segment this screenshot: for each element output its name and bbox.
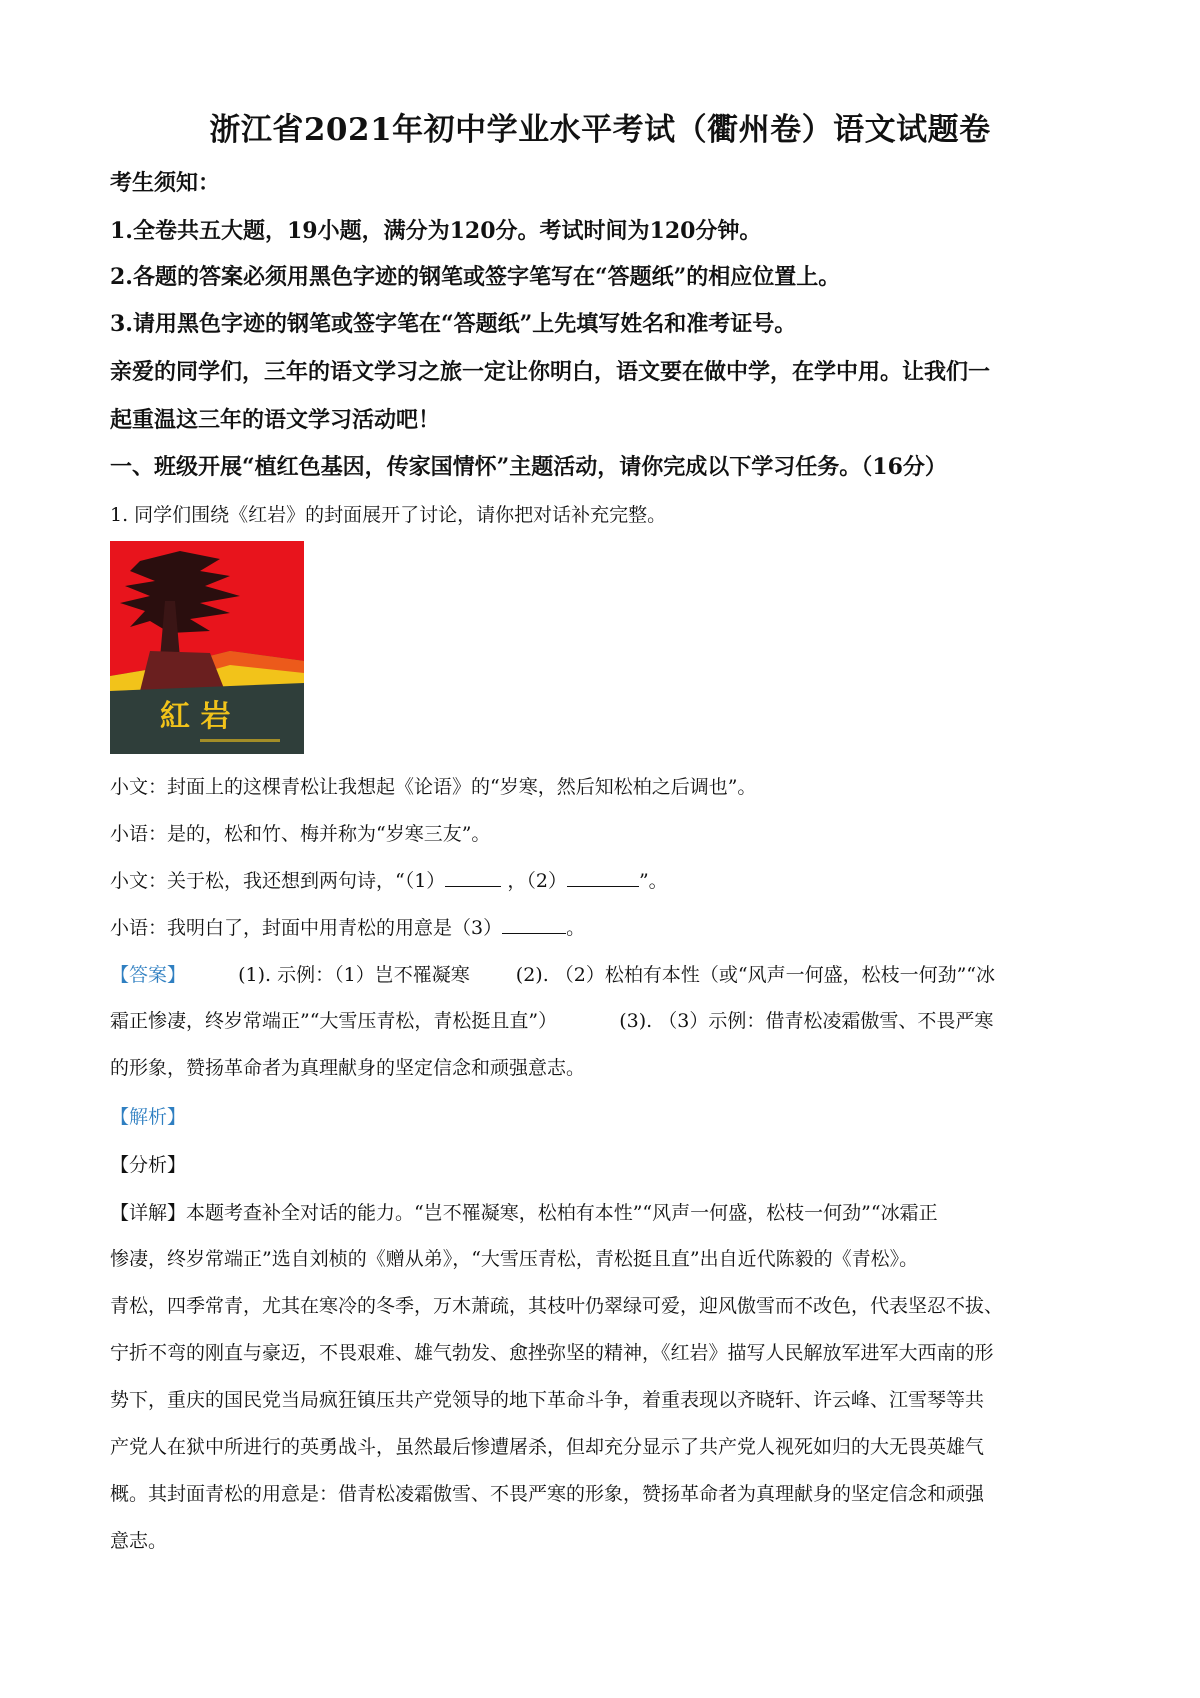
detail-line-2: 惨凄，终岁常端正”选自刘桢的《赠从弟》，“大雪压青松，青松挺且直”出自近代陈毅的《青松》。 bbox=[110, 1248, 919, 1270]
detail-line-7: 概。其封面青松的用意是：借青松凌霜傲雪、不畏严寒的形象，赞扬革命者为真理献身的坚定信念和顽强 bbox=[110, 1483, 985, 1505]
detail-line-1: 【详解】本题考查补全对话的能力。“岂不罹凝寒，松柏有本性”“风声一何盛，松枝一何劲”“冰霜正 bbox=[110, 1202, 938, 1224]
hongyan-cover-image bbox=[110, 541, 304, 754]
detail-line-4: 宁折不弯的刚直与豪迈，不畏艰难、雄气勃发、愈挫弥坚的精神，《红岩》描写人民解放军进军大西南的形 bbox=[110, 1342, 994, 1364]
answer-part-2: (2). （2）松柏有本性（或“风声一何盛，松枝一何劲”“冰 bbox=[515, 964, 996, 986]
answer-tag: 【答案】 bbox=[110, 964, 187, 986]
page-title: 浙江省2021年初中学业水平考试（衢州卷）语文试题卷 bbox=[209, 112, 991, 148]
analysis-tag: 【解析】 bbox=[110, 1106, 187, 1128]
detail-line-3: 青松，四季常青，尤其在寒冷的冬季，万木萧疏，其枝叶仍翠绿可爱，迎风傲雪而不改色，代表坚忍不拔、 bbox=[110, 1295, 1004, 1317]
answer-part-1: (1). 示例：（1）岂不罹凝寒 bbox=[238, 964, 470, 986]
answer-continuation-1: 霜正惨凄，终岁常端正”“大雪压青松，青松挺且直”） bbox=[110, 1010, 558, 1032]
dialogue-line-4 bbox=[110, 913, 1100, 940]
dialogue-line-3-part-c: ”。 bbox=[638, 870, 668, 892]
notice-heading: 考生须知： bbox=[110, 170, 221, 196]
fenxi-tag: 【分析】 bbox=[110, 1154, 187, 1176]
dialogue-line-4-part-b: 。 bbox=[566, 917, 586, 939]
answer-blank-1[interactable] bbox=[445, 868, 501, 887]
answer-line-1 bbox=[110, 960, 1100, 987]
dialogue-line-3-part-b: ，（2） bbox=[507, 870, 567, 892]
detail-line-8: 意志。 bbox=[110, 1530, 168, 1552]
dialogue-line-3-part-a: 小文：关于松，我还想到两句诗，“（1） bbox=[110, 870, 446, 892]
detail-line-5: 势下，重庆的国民党当局疯狂镇压共产党领导的地下革命斗争，着重表现以齐晓轩、许云峰、江雪琴等共 bbox=[110, 1389, 985, 1411]
cover-title-text: 紅 岩 bbox=[160, 699, 231, 734]
question-1-prompt: 1. 同学们围绕《红岩》的封面展开了讨论，请你把对话补充完整。 bbox=[110, 504, 667, 526]
notice-item-3: 3.请用黑色字迹的钢笔或签字笔在“答题纸”上先填写姓名和准考证号。 bbox=[110, 311, 797, 337]
dialogue-line-1: 小文：封面上的这棵青松让我想起《论语》的“岁寒，然后知松柏之后调也”。 bbox=[110, 776, 757, 798]
answer-blank-2[interactable] bbox=[567, 868, 639, 887]
answer-part-3: (3). （3）示例：借青松凌霜傲雪、不畏严寒 bbox=[619, 1010, 994, 1032]
answer-line-3: 的形象，赞扬革命者为真理献身的坚定信念和顽强意志。 bbox=[110, 1057, 586, 1079]
notice-item-1: 1.全卷共五大题，19小题，满分为120分。考试时间为120分钟。 bbox=[110, 218, 762, 244]
intro-line-2: 起重温这三年的语文学习活动吧！ bbox=[110, 407, 441, 433]
dialogue-line-2: 小语：是的，松和竹、梅并称为“岁寒三友”。 bbox=[110, 823, 491, 845]
dialogue-line-3 bbox=[110, 866, 1100, 893]
dialogue-line-4-part-a: 小语：我明白了，封面中用青松的用意是（3） bbox=[110, 917, 503, 939]
answer-line-2 bbox=[110, 1006, 1100, 1033]
section-heading: 一、班级开展“植红色基因，传家国情怀”主题活动，请你完成以下学习任务。（16分） bbox=[110, 454, 947, 480]
notice-item-2: 2.各题的答案必须用黑色字迹的钢笔或签字笔写在“答题纸”的相应位置上。 bbox=[110, 264, 841, 290]
answer-blank-3[interactable] bbox=[502, 915, 566, 934]
intro-line-1: 亲爱的同学们，三年的语文学习之旅一定让你明白，语文要在做中学，在学中用。让我们一 bbox=[110, 359, 991, 385]
detail-line-6: 产党人在狱中所进行的英勇战斗，虽然最后惨遭屠杀，但却充分显示了共产党人视死如归的大无畏英雄气 bbox=[110, 1436, 985, 1458]
